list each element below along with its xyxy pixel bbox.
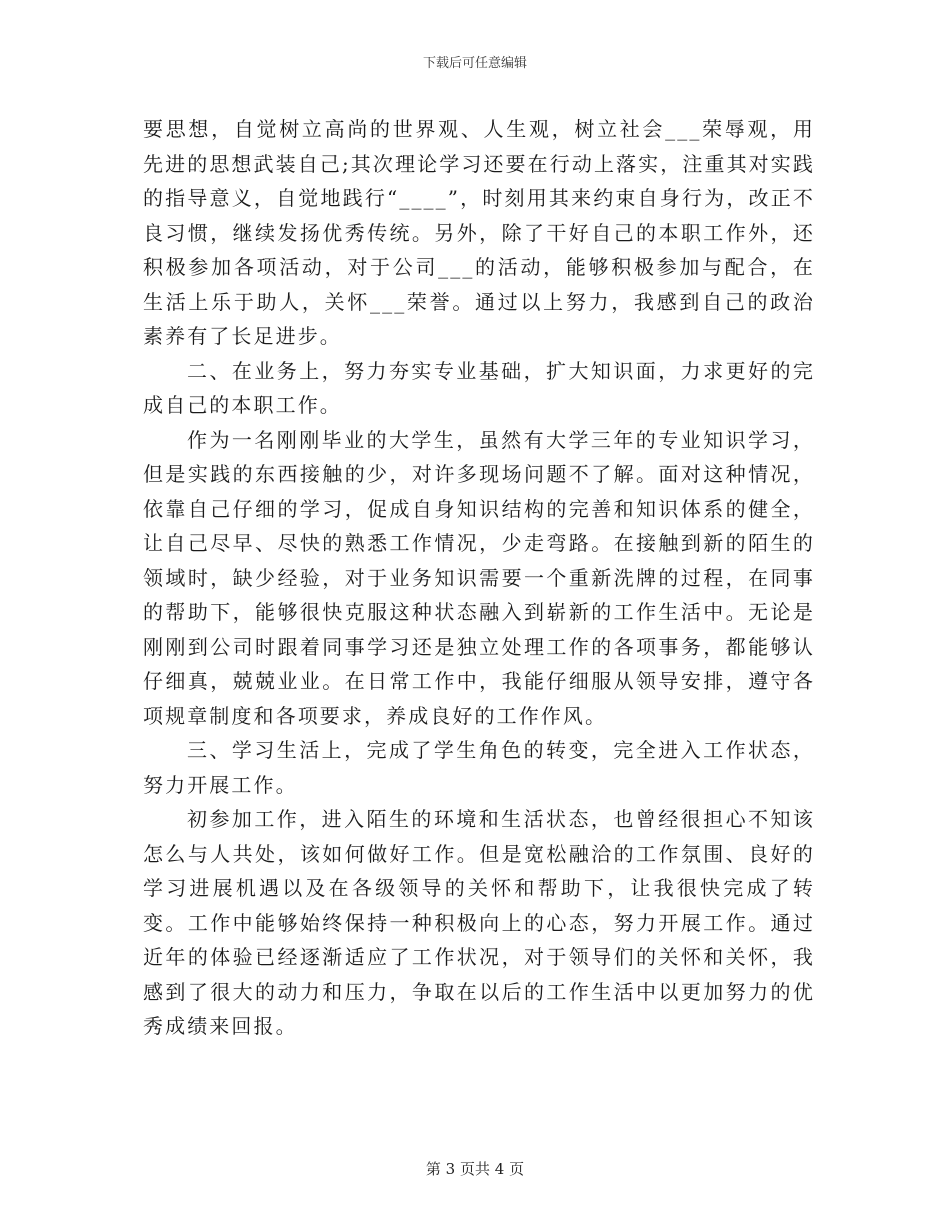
paragraph-5: 初参加工作，进入陌生的环境和生活状态，也曾经很担心不知该怎么与人共处，该如何做好工作。但是宽松融洽的工作氛围、良好的学习进展机遇以及在各级领导的关怀和帮助下，让我很快完成了转变。工作中能够始终保持一种积极向上的心态，努力开展工作。通过近年的体验已经逐渐适应了工作状况，对于领导们的关怀和关怀，我感到了很大的动力和压力，争取在以后的工作生活中以更加努力的优秀成绩来回报。	[143, 807, 815, 1038]
page-header: 下载后可任意编辑	[422, 56, 527, 71]
document-body	[143, 112, 815, 1044]
paragraph-2-heading: 二、在业务上，努力夯实专业基础，扩大知识面，力求更好的完成自己的本职工作。	[143, 358, 815, 417]
page-number-footer: 第 3 页共 4 页	[425, 1160, 525, 1178]
paragraph-4-heading: 三、学习生活上，完成了学生角色的转变，完全进入工作状态，努力开展工作。	[143, 738, 815, 797]
paragraph-1: 要思想，自觉树立高尚的世界观、人生观，树立社会___荣辱观，用先进的思想武装自己;其次理论学习还要在行动上落实，注重其对实践的指导意义，自觉地践行“____”，时刻用其来约束自身行为，改正不良习惯，继续发扬优秀传统。另外，除了干好自己的本职工作外，还积极参加各项活动，对于公司___的活动，能够积极参加与配合，在生活上乐于助人，关怀___荣誉。通过以上努力，我感到自己的政治素养有了长足进步。	[143, 117, 815, 348]
paragraph-3: 作为一名刚刚毕业的大学生，虽然有大学三年的专业知识学习，但是实践的东西接触的少，对许多现场问题不了解。面对这种情况，依靠自己仔细的学习，促成自身知识结构的完善和知识体系的健全，让自己尽早、尽快的熟悉工作情况，少走弯路。在接触到新的陌生的领域时，缺少经验，对于业务知识需要一个重新洗牌的过程，在同事的帮助下，能够很快克服这种状态融入到崭新的工作生活中。无论是刚刚到公司时跟着同事学习还是独立处理工作的各项事务，都能够认仔细真，兢兢业业。在日常工作中，我能仔细服从领导安排，遵守各项规章制度和各项要求，养成良好的工作作风。	[143, 427, 815, 728]
